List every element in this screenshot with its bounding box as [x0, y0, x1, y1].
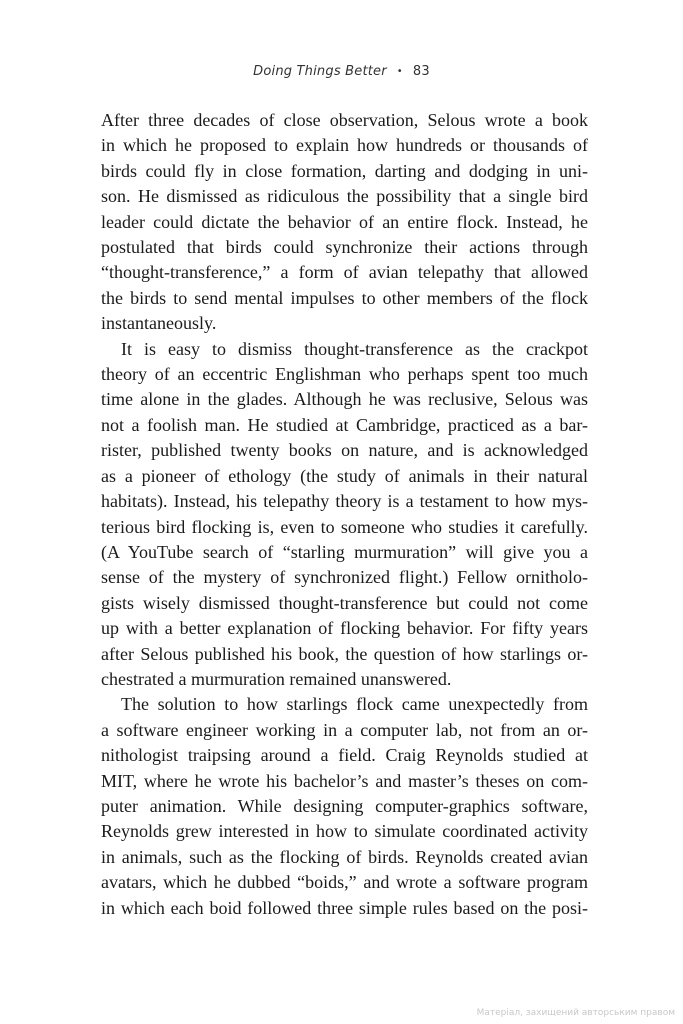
text-line: It is easy to dismiss thought-transference as the crackpot [121, 338, 588, 359]
text-line: son. He dismissed as ridiculous the possibility that a single bird [101, 186, 588, 207]
text-line: the birds to send mental impulses to other members of the flock [101, 287, 588, 308]
text-line: as a pioneer of ethology (the study of animals in their natural [101, 465, 588, 486]
text-line: in animals, such as the flocking of birds. Reynolds created avian [101, 846, 588, 867]
running-head-separator: • [396, 66, 403, 77]
text-line: Reynolds grew interested in how to simulate coordinated activity [101, 821, 588, 842]
text-line: “thought-transference,” a form of avian telepathy that allowed [101, 262, 588, 283]
text-line: after Selous published his book, the question of how starlings or- [101, 643, 588, 664]
text-line: nithologist traipsing around a field. Craig Reynolds studied at [101, 745, 588, 766]
text-line: sense of the mystery of synchronized flight.) Fellow ornitholo- [101, 567, 588, 588]
running-head [0, 64, 683, 79]
page-number: 83 [412, 64, 430, 79]
text-line: avatars, which he dubbed “boids,” and wrote a software program [101, 872, 588, 893]
text-line: terious bird flocking is, even to someone who studies it carefully. [101, 516, 588, 537]
text-line: instantaneously. [101, 313, 217, 334]
text-line: birds could fly in close formation, darting and dodging in uni- [101, 160, 588, 181]
text-line: The solution to how starlings flock came unexpectedly from [121, 694, 588, 715]
text-line: in which each boid followed three simple rules based on the posi- [101, 897, 588, 918]
text-line: postulated that birds could synchronize their actions through [101, 237, 588, 258]
text-line: time alone in the glades. Although he was reclusive, Selous was [101, 389, 588, 410]
paragraph [101, 692, 588, 921]
paragraph [101, 337, 588, 693]
text-line: gists wisely dismissed thought-transference but could not come [101, 592, 588, 613]
paragraph [101, 108, 588, 337]
text-line: theory of an eccentric Englishman who perhaps spent too much [101, 364, 588, 385]
text-line: leader could dictate the behavior of an entire flock. Instead, he [101, 211, 588, 232]
text-line: puter animation. While designing computer-graphics software, [101, 795, 588, 816]
text-line: not a foolish man. He studied at Cambridge, practiced as a bar- [101, 414, 588, 435]
body-text [101, 108, 588, 921]
text-line: (A YouTube search of “starling murmuration” will give you a [101, 541, 588, 562]
text-line: rister, published twenty books on nature, and is acknowledged [101, 440, 588, 461]
text-line: MIT, where he wrote his bachelor’s and master’s theses on com- [101, 770, 588, 791]
copyright-watermark: Матеріал, захищений авторським правом [476, 1008, 675, 1018]
text-line: up with a better explanation of flocking behavior. For fifty years [101, 618, 588, 639]
text-line: chestrated a murmuration remained unanswered. [101, 668, 452, 689]
text-line: a software engineer working in a computer lab, not from an or- [101, 719, 588, 740]
text-line: in which he proposed to explain how hundreds or thousands of [101, 135, 588, 156]
text-line: After three decades of close observation, Selous wrote a book [101, 110, 588, 130]
running-head-title: Doing Things Better [253, 64, 387, 79]
text-line: habitats). Instead, his telepathy theory is a testament to how mys- [101, 491, 588, 512]
